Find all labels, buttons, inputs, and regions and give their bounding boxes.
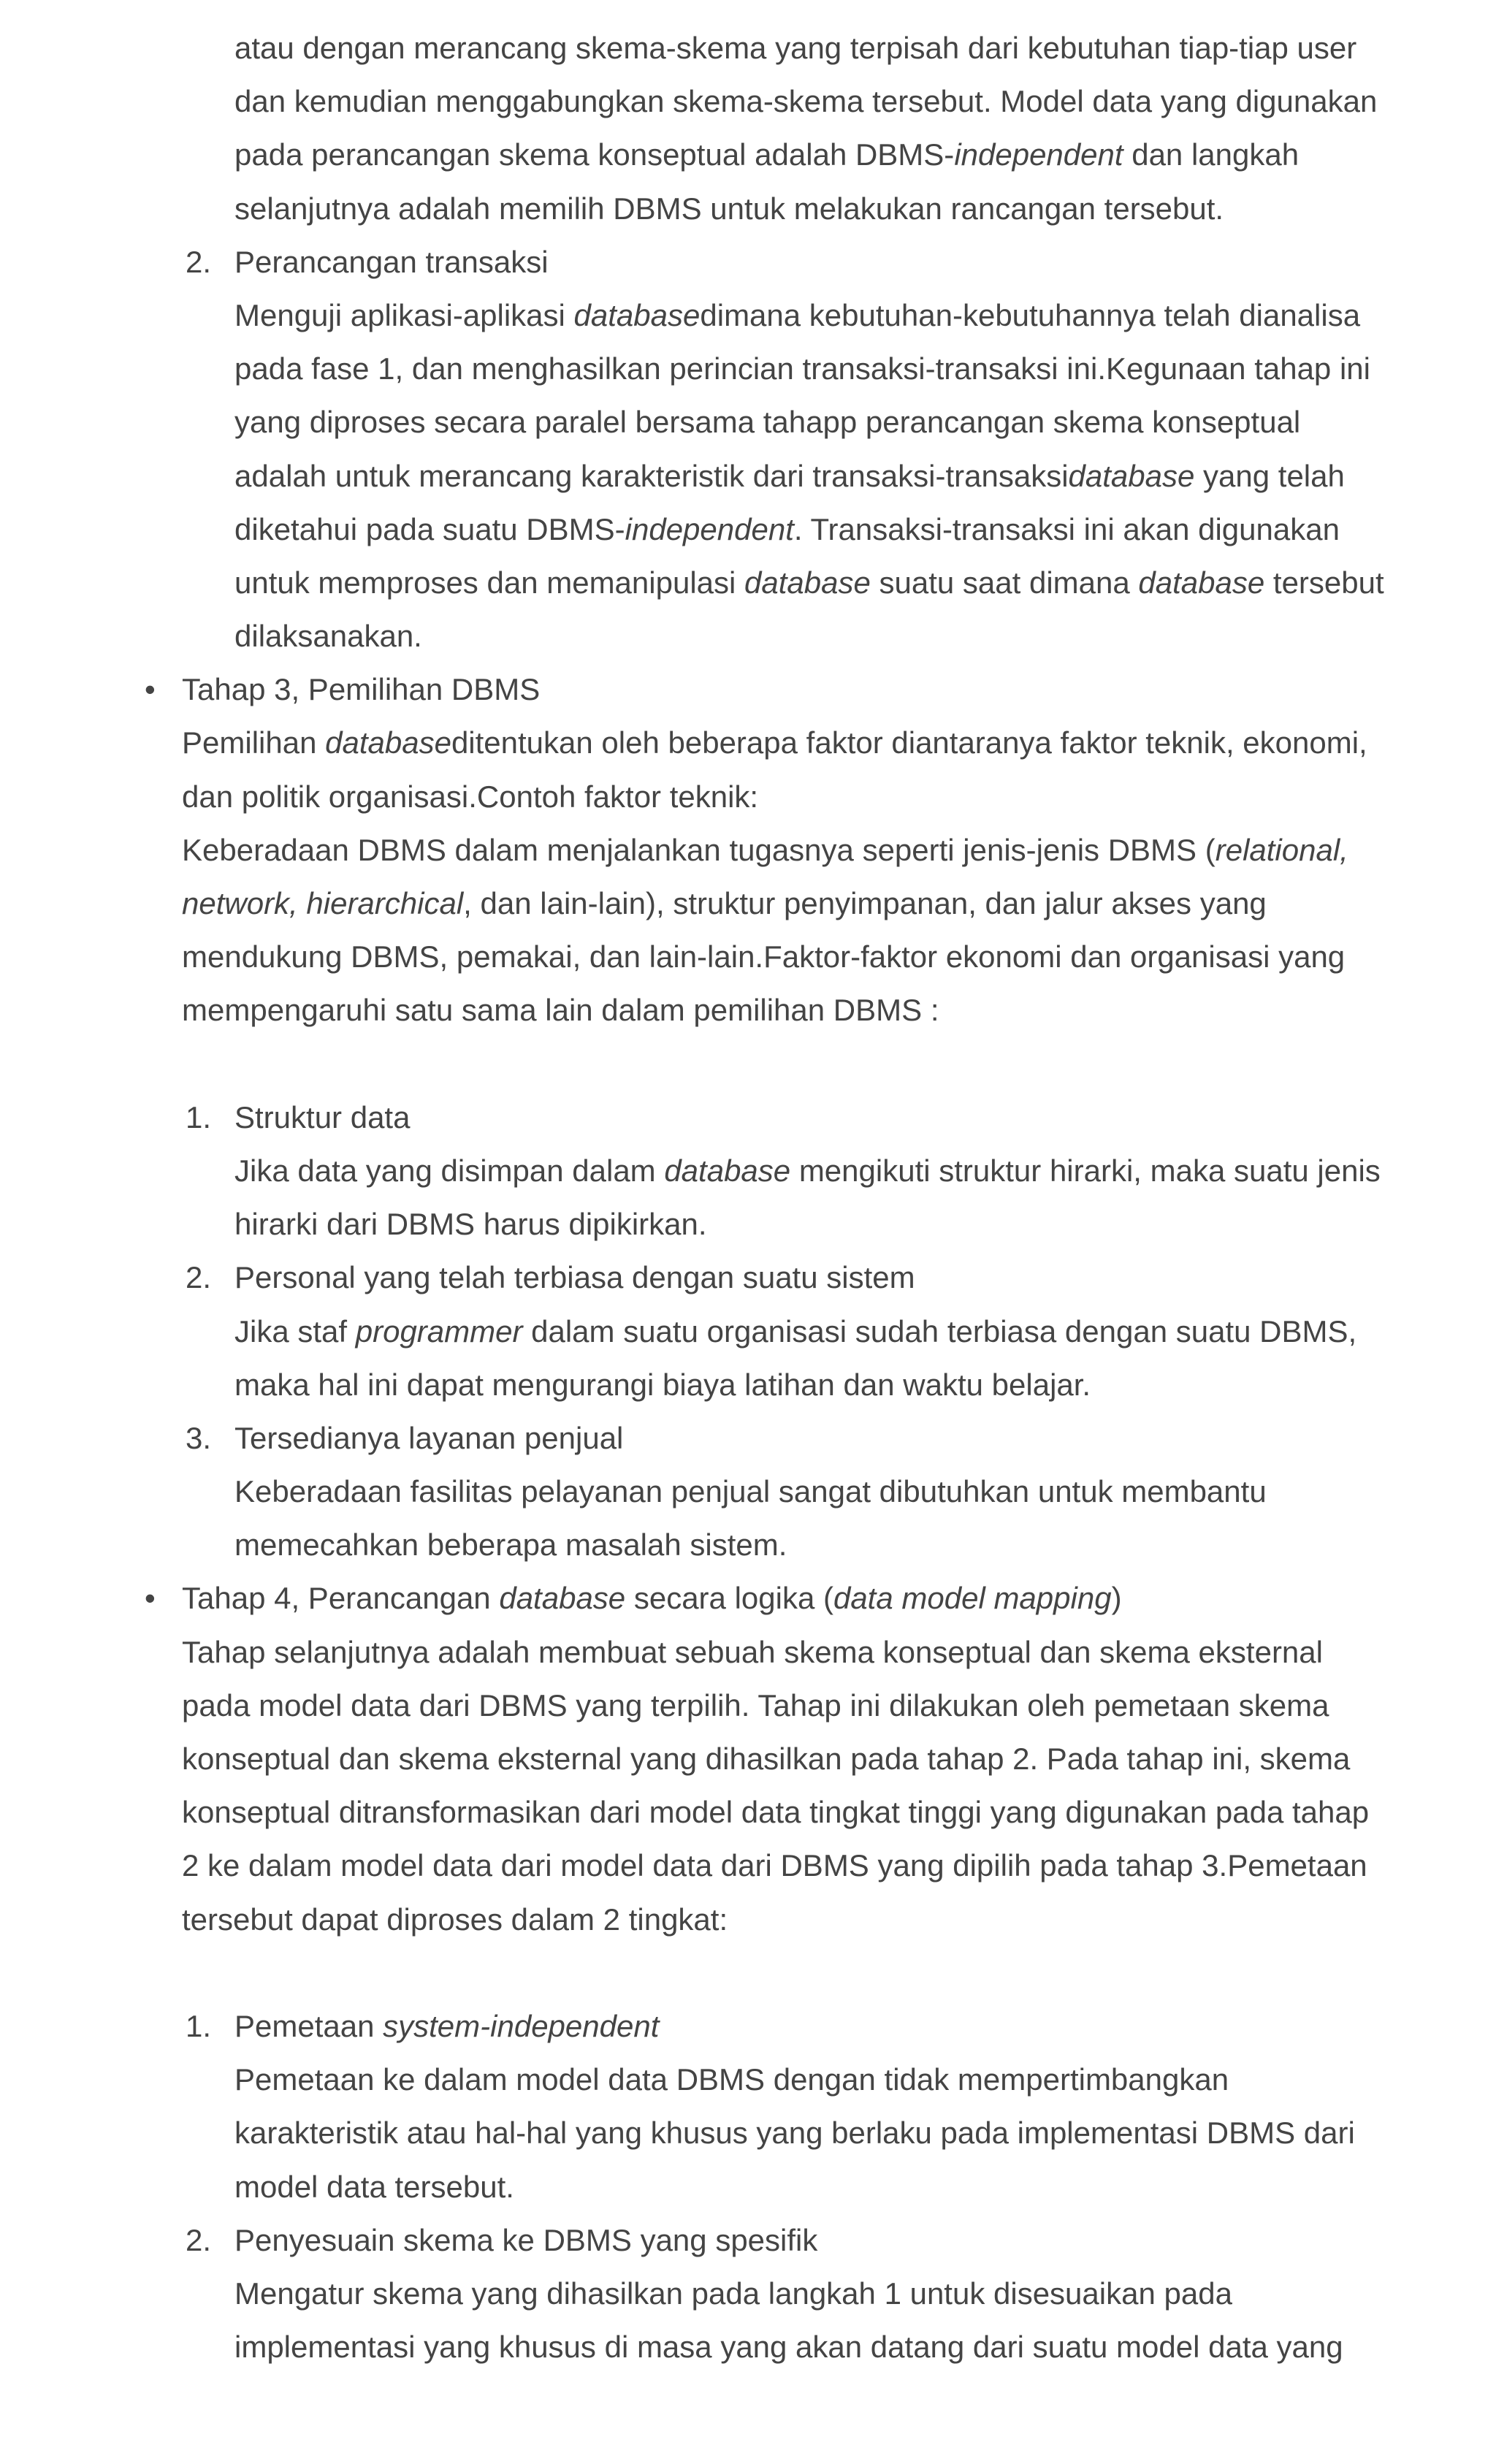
paragraph-line: dan politik organisasi.Contoh faktor teknik: [182,779,759,814]
paragraph-line [0,289,1496,342]
paragraph-line: karakteristik atau hal-hal yang khusus yang berlaku pada implementasi DBMS dari [234,2116,1355,2151]
paragraph-line: maka hal ini dapat mengurangi biaya latihan dan waktu belajar. [234,1367,1091,1402]
list-number: 3. [186,1420,212,1455]
text: dalam suatu organisasi sudah terbiasa dengan suatu DBMS, [522,1313,1357,1349]
article-body [0,21,1496,2373]
list-number: 2. [186,1260,212,1295]
text: secara logika ( [625,1581,833,1616]
paragraph-line: mempengaruhi satu sama lain dalam pemilihan DBMS : [182,993,939,1028]
text: suatu saat dimana [870,565,1139,600]
bullet-icon: • [145,672,156,707]
paragraph-line: pada model data dari DBMS yang terpilih. Tahap ini dilakukan oleh pemetaan skema [182,1687,1329,1723]
text: dimana kebutuhan-kebutuhannya telah dianalisa [700,297,1361,332]
paragraph-line: memecahkan beberapa masalah sistem. [234,1527,787,1563]
list-item-title-text: Tersedianya layanan penjual [234,1420,624,1455]
emphasis-text: database [664,1153,791,1188]
paragraph-line: hirarki dari DBMS harus dipikirkan. [234,1207,707,1242]
text: pada perancangan skema konseptual adalah DBMS- [234,137,955,172]
text: Keberadaan DBMS dalam menjalankan tugasnya seperti jenis-jenis DBMS ( [182,832,1216,867]
paragraph-line: konseptual ditransformasikan dari model data tingkat tinggi yang digunakan pada tahap [182,1795,1370,1830]
paragraph-line [0,716,1496,769]
list-item-title [0,1091,1496,1144]
paragraph-line [0,503,1496,556]
list-item-title-text: Penyesuain skema ke DBMS yang spesifik [234,2222,818,2257]
paragraph-line: dan kemudian menggabungkan skema-skema tersebut. Model data yang digunakan [234,84,1378,119]
emphasis-text: database [325,725,451,760]
list-number: 1. [186,2008,212,2043]
list-item-title [0,235,1496,289]
list-item-title [0,1411,1496,1465]
paragraph-line: implementasi yang khusus di masa yang akan datang dari suatu model data yang [234,2330,1343,2365]
paragraph-line: model data tersebut. [234,2169,514,2204]
paragraph-line: mendukung DBMS, pemakai, dan lain-lain.Faktor-faktor ekonomi dan organisasi yang [182,939,1346,974]
emphasis-text: system-independent [383,2008,660,2043]
paragraph-line: konseptual dan skema eksternal yang dihasilkan pada tahap 2. Pada tahap ini, skema [182,1742,1351,1776]
text: , dan lain-lain), struktur penyimpanan, dan jalur akses yang [463,886,1267,920]
text: Jika data yang disimpan dalam [234,1153,665,1188]
paragraph-line [0,449,1496,503]
emphasis-text: programmer [355,1313,523,1349]
spacer [0,1037,1496,1091]
paragraph-line: 2 ke dalam model data dari model data dari DBMS yang dipilih pada tahap 3.Pemetaan [182,1848,1367,1883]
text: Menguji aplikasi-aplikasi [234,297,574,332]
list-number: 2. [186,2222,212,2257]
text: tersebut [1264,565,1384,600]
paragraph-line [0,823,1496,877]
emphasis-text: database [744,565,871,600]
text: Pemetaan [234,2008,383,2043]
list-item-title-text: Perancangan transaksi [234,244,549,279]
section-title: Tahap 3, Pemilihan DBMS [182,672,541,707]
text: Tahap 4, Perancangan [182,1581,500,1616]
text: adalah untuk merancang karakteristik dari transaksi-transaksi [234,458,1069,493]
text: Pemilihan [182,725,326,760]
paragraph-line: yang diproses secara paralel bersama tahapp perancangan skema konseptual [234,405,1301,440]
paragraph-line: selanjutnya adalah memilih DBMS untuk melakukan rancangan tersebut. [234,191,1224,226]
emphasis-text: independent [625,511,794,546]
text: untuk memproses dan memanipulasi [234,565,745,600]
paragraph-line [0,556,1496,609]
emphasis-text: independent [954,137,1123,172]
text: yang telah [1194,458,1345,493]
paragraph-line [0,1144,1496,1197]
paragraph-line: dilaksanakan. [234,619,422,654]
paragraph-line: Tahap selanjutnya adalah membuat sebuah skema konseptual dan skema eksternal [182,1634,1323,1669]
paragraph-line: atau dengan merancang skema-skema yang terpisah dari kebutuhan tiap-tiap user [234,31,1357,65]
emphasis-text: database [573,297,701,332]
paragraph-line: pada fase 1, dan menghasilkan perincian transaksi-transaksi ini.Kegunaan tahap ini [234,351,1370,386]
list-item-title [0,1251,1496,1304]
paragraph-line: tersebut dapat diproses dalam 2 tingkat: [182,1902,728,1937]
list-item-title [0,1999,1496,2053]
bullet-icon: • [145,1581,156,1616]
emphasis-text: database [1138,565,1265,600]
section-heading-stage-4 [0,1571,1496,1625]
list-item-title [0,2213,1496,2267]
text: mengikuti struktur hirarki, maka suatu jenis [790,1153,1381,1188]
section-heading-stage-3 [0,663,1496,716]
text: diketahui pada suatu DBMS- [234,511,625,546]
paragraph-line: Pemetaan ke dalam model data DBMS dengan tidak mempertimbangkan [234,2062,1229,2097]
emphasis-text: database [499,1581,626,1616]
text: ditentukan oleh beberapa faktor diantaranya faktor teknik, ekonomi, [451,725,1367,760]
emphasis-text: network, hierarchical [182,886,464,920]
list-number: 2. [186,244,212,279]
paragraph-line: Keberadaan fasilitas pelayanan penjual sangat dibutuhkan untuk membantu [234,1474,1267,1509]
text: . Transaksi-transaksi ini akan digunakan [793,511,1340,546]
text: dan langkah [1123,137,1300,172]
list-number: 1. [186,1099,212,1134]
paragraph-line: Mengatur skema yang dihasilkan pada langkah 1 untuk disesuaikan pada [234,2276,1232,2311]
paragraph-line [0,877,1496,930]
emphasis-text: relational, [1215,832,1348,867]
paragraph-line [0,1305,1496,1358]
text: ) [1111,1581,1122,1616]
emphasis-text: data model mapping [833,1581,1112,1616]
paragraph-line [0,128,1496,181]
emphasis-text: database [1068,458,1195,493]
list-item-title-text: Struktur data [234,1099,411,1134]
spacer [0,1946,1496,1999]
text: Jika staf [234,1313,356,1349]
list-item-title-text: Personal yang telah terbiasa dengan suatu sistem [234,1260,915,1295]
